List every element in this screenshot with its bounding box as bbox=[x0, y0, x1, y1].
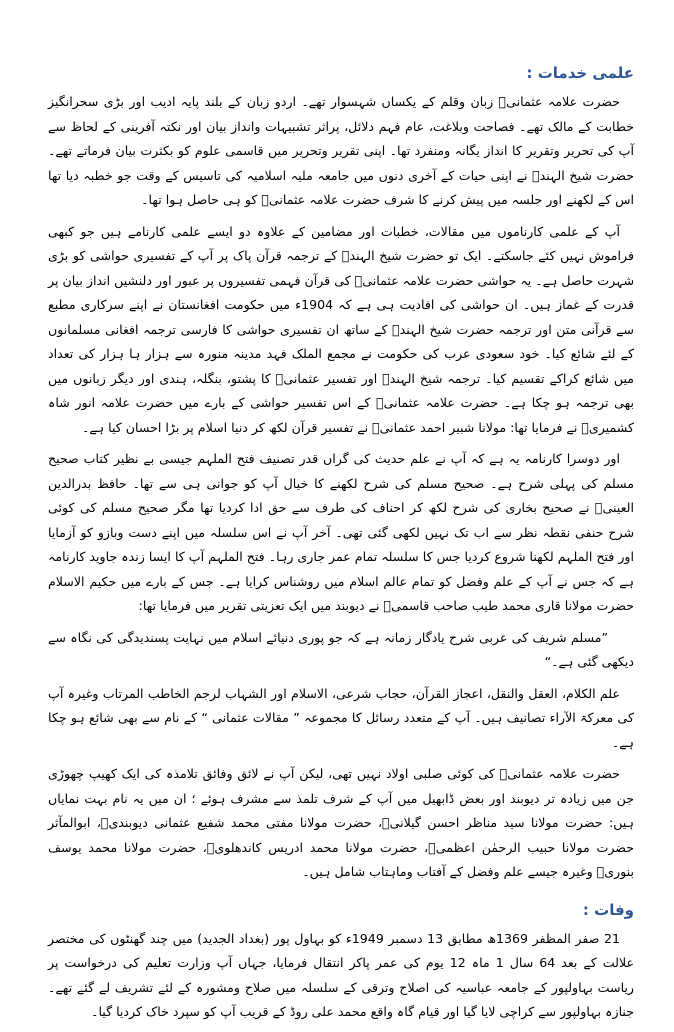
paragraph-tafsir: آپ کے علمی کارناموں میں مقالات، خطبات اور مضامین کے علاوہ دو ایسے علمی کارنامے ہیں جو کبھی فراموش نہیں کئے جاسکتے۔ ایک تو حضرت شیخ الہندؒ کے ترجمہ قرآن پاک پر آپ کے تفسیری حواشی کو بڑی شہرت حاصل ہے۔ یہ حواشی حضرت علامہ عثمانیؒ کی قرآن فہمی تفسیروں پر عبور اور دلنشیں انداز بیان پر قدرت کے غماز ہیں۔ ان حواشی کی افادیت ہی ہے کہ 1904ء میں حکومت افغانستان نے اپنے سرکاری مطبع سے قرآنی متن اور ترجمہ حضرت شیخ الہندؒ کے ساتھ ان تفسیری حواشی کا فارسی ترجمہ افغانی مسلمانوں کے لئے شائع کیا۔ خود سعودی عرب کی حکومت نے مجمع الملک فہد مدینہ منورہ سے ہزار ہا ہزار کی تعداد میں شائع کراکے تقسیم کیا۔ ترجمہ شیخ الہندؒ اور تفسیر عثمانیؒ کا پشتو، بنگلہ، ہندی اور دیگر زبانوں میں بھی ترجمہ ہو چکا ہے۔ حضرت علامہ عثمانیؒ کے اس تفسیر حواشی کے بارے میں حضرت علامہ انور شاہ کشمیریؒ نے فرمایا تھا: مولانا شبیر احمد عثمانیؒ نے تفسیر قرآن لکھ کر دنیا اسلام پر بڑا احسان کیا ہے۔ bbox=[48, 223, 634, 435]
section-heading-wafat: وفات : bbox=[582, 900, 634, 919]
paragraph-fath-al-mulhim: اور دوسرا کارنامہ یہ ہے کہ آپ نے علم حدیث کی گراں قدر تصنیف فتح الملہم جیسی بے نظیر کتاب صحیح مسلم کی پہلی شرح ہے۔ صحیح مسلم کی شرح لکھنے کا خیال آپ کو جوانی ہی سے تھا۔ حافظ بدرالدین العینیؒ نے صحیح بخاری کی شرح لکھ کر احناف کی طرف سے حق ادا کردیا تھا مگر صحیح مسلم کی کوئی شرح حنفی نقطہ نظر سے اب تک نہیں لکھی گئی تھی۔ آخر آپ نے اس سلسلہ میں اپنے دست وبازو کو آزمایا اور فتح الملہم لکھنا شروع کردیا جس کا سلسلہ تمام عمر جاری رہا۔ فتح الملہم آپ کا ایسا زندہ جاوید کارنامہ ہے کہ جس نے آپ کے علم وفضل کو تمام عالم اسلام میں روشناس کرایا ہے۔ جس کے بارے میں حکیم الاسلام حضرت مولانا قاری محمد طیب صاحب قاسمیؒ نے دیوبند میں ایک تعزیتی تقریر میں فرمایا تھا: bbox=[48, 451, 634, 613]
paragraph-tasanif: علم الکلام، العقل والنقل، اعجاز القرآن، حجاب شرعی، الاسلام اور الشہاب لرجم الخاطب المرتاب وغیرہ آپ کی معرکۃ الآراء تصانیف ہیں۔ آپ کے متعدد رسائل کا مجموعہ ” مقالات عثمانی “ کے نام سے بھی شائع ہو چکا ہے۔ bbox=[48, 685, 634, 750]
paragraph-intro: حضرت علامہ عثمانیؒ زبان وقلم کے یکساں شہسوار تھے۔ اردو زبان کے بلند پایہ ادیب اور بڑی سحرانگیز خطابت کے مالک تھے۔ فصاحت وبلاغت، عام فہم دلائل، پراثر تشبیہات وانداز بیان اور نکتہ آفرینی کے لحاظ سے آپ کی تحریر وتقریر کا انداز یگانہ ومنفرد تھا۔ اپنی تقریر وتحریر میں قاسمی علوم کو بکثرت بیان فرماتے تھے۔ حضرت شیخ الہندؒ نے اپنی حیات کے آخری دنوں میں جامعہ ملیہ اسلامیہ کی تاسیس کے وقت جو خطبہ دیا تھا اس کے لکھنے اور جلسہ میں پیش کرنے کا شرف حضرت علامہ عثمانیؒ کو ہی حاصل ہوا تھا۔ bbox=[48, 94, 634, 207]
paragraph-wafat: 21 صفر المظفر 1369ھ مطابق 13 دسمبر 1949ء کو بہاول پور (بغداد الجدید) میں چند گھنٹوں کی مختصر علالت کے بعد 64 سال 1 ماہ 12 یوم کی عمر پاکر انتقال فرمایا، جہاں آپ وزارت تعلیم کی درخواست پر ریاست بہاولپور کے جامعہ عباسیہ کی اصلاح وترقی کے سلسلہ میں صلاح ومشورہ کے لئے تشریف لے گئے تھے۔ جنازہ بہاولپور سے کراچی لایا گیا اور قیام گاہ واقع محمد علی روڈ کے قریب آپ کو سپرد خاک کردیا گیا۔ bbox=[48, 930, 635, 1019]
section-heading-ilmi-khidmat: علمی خدمات : bbox=[526, 64, 634, 82]
paragraph-talamizah: حضرت علامہ عثمانیؒ کی کوئی صلبی اولاد نہیں تھی، لیکن آپ نے لائق وفائق تلامذہ کی ایک کھیپ چھوڑی جن میں زیادہ تر دیوبند اور بعض ڈابھیل میں آپ کے شرف تلمذ سے مشرف ہوئے ؛ ان میں یہ نام بہت نمایاں ہیں: حضرت مولانا سید مناظر احسن گیلانیؒ، حضرت مولانا مفتی محمد شفیع عثمانی دیوبندیؒ، ابوالمآثر حضرت مولانا حبیب الرحمٰن اعظمیؒ، حضرت مولانا محمد ادریس کاندھلویؒ، حضرت مولانا محمد یوسف بنوریؒ وغیرہ جیسے علم وفضل کے آفتاب وماہتاب شامل ہیں۔ bbox=[48, 766, 634, 879]
quote-muslim-sharh: ”مسلم شریف کی عربی شرح یادگار زمانہ ہے کہ جو پوری دنیائے اسلام میں نہایت پسندیدگی کی نگاہ سے دیکھی گئی ہے۔“ bbox=[48, 629, 634, 669]
document-page bbox=[48, 62, 634, 1032]
